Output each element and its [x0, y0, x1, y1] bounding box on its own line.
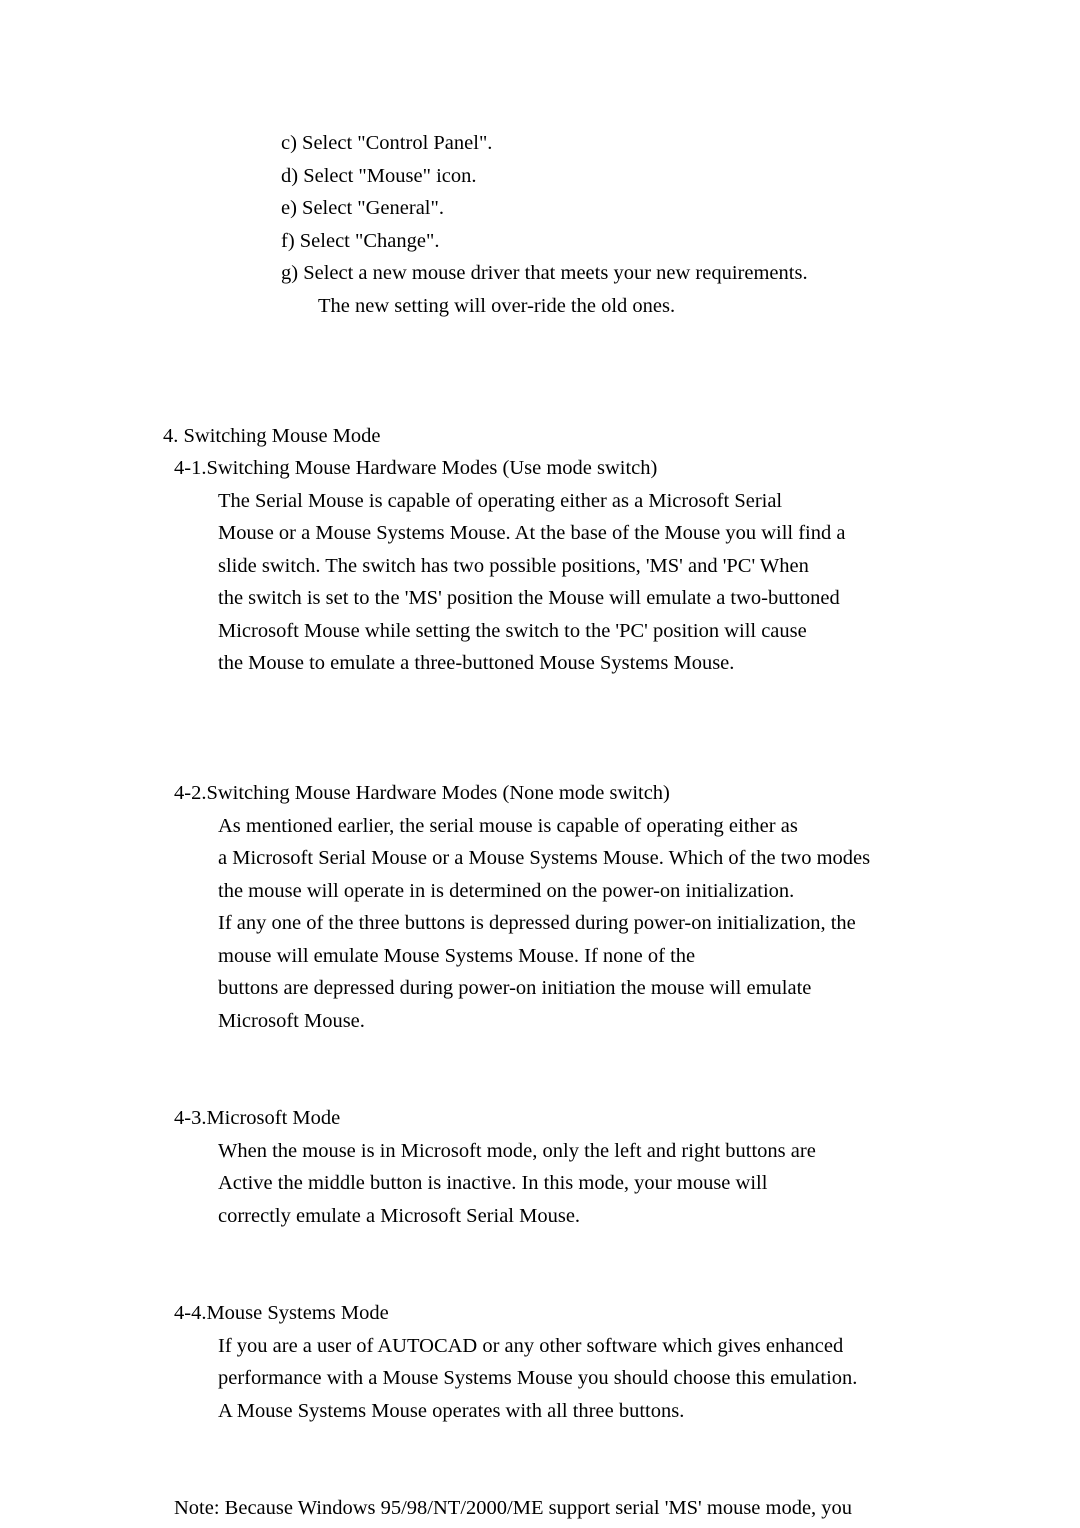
text-line: 4. Switching Mouse Mode: [163, 424, 381, 447]
text-line: 4-4.Mouse Systems Mode: [174, 1302, 389, 1324]
text-line: correctly emulate a Microsoft Serial Mouse.: [218, 1204, 581, 1227]
text-line: e) Select "General".: [281, 197, 444, 219]
text-line: d) Select "Mouse" icon.: [281, 164, 477, 187]
text-line: c) Select "Control Panel".: [281, 132, 493, 154]
text-line: As mentioned earlier, the serial mouse is capable of operating either as: [218, 814, 798, 837]
text-line: 4-2.Switching Mouse Hardware Modes (None mode switch): [174, 782, 670, 804]
text-line: Note: Because Windows 95/98/NT/2000/ME support serial 'MS' mouse mode, you: [174, 1497, 853, 1519]
text-line: the Mouse to emulate a three-buttoned Mouse Systems Mouse.: [218, 652, 735, 674]
document-body: [0, 127, 1080, 1525]
text-line: buttons are depressed during power-on initiation the mouse will emulate: [218, 977, 812, 999]
text-line: performance with a Mouse Systems Mouse you should choose this emulation.: [218, 1367, 858, 1389]
text-line: 4-1.Switching Mouse Hardware Modes (Use mode switch): [174, 457, 658, 479]
text-line: When the mouse is in Microsoft mode, only the left and right buttons are: [218, 1139, 816, 1162]
text-line: A Mouse Systems Mouse operates with all three buttons.: [218, 1399, 685, 1422]
text-line: the switch is set to the 'MS' position the Mouse will emulate a two-buttoned: [218, 587, 840, 609]
text-line: Mouse or a Mouse Systems Mouse. At the base of the Mouse you will find a: [218, 522, 846, 544]
text-line: Microsoft Mouse.: [218, 1009, 365, 1032]
text-line: a Microsoft Serial Mouse or a Mouse Systems Mouse. Which of the two modes: [218, 847, 871, 869]
text-line: The new setting will over-ride the old ones.: [318, 294, 676, 317]
text-line: The Serial Mouse is capable of operating either as a Microsoft Serial: [218, 489, 783, 512]
text-line: f) Select "Change".: [281, 229, 440, 252]
text-line: 4-3.Microsoft Mode: [174, 1107, 341, 1129]
text-line: If you are a user of AUTOCAD or any other software which gives enhanced: [218, 1334, 844, 1357]
text-line: g) Select a new mouse driver that meets your new requirements.: [281, 262, 808, 284]
text-line: slide switch. The switch has two possible positions, 'MS' and 'PC' When: [218, 554, 809, 577]
text-line: mouse will emulate Mouse Systems Mouse. If none of the: [218, 944, 696, 967]
text-line: the mouse will operate in is determined on the power-on initialization.: [218, 879, 795, 902]
text-line: Active the middle button is inactive. In this mode, your mouse will: [218, 1172, 768, 1194]
text-line: If any one of the three buttons is depressed during power-on initialization, the: [218, 912, 856, 934]
text-line: Microsoft Mouse while setting the switch to the 'PC' position will cause: [218, 619, 807, 642]
